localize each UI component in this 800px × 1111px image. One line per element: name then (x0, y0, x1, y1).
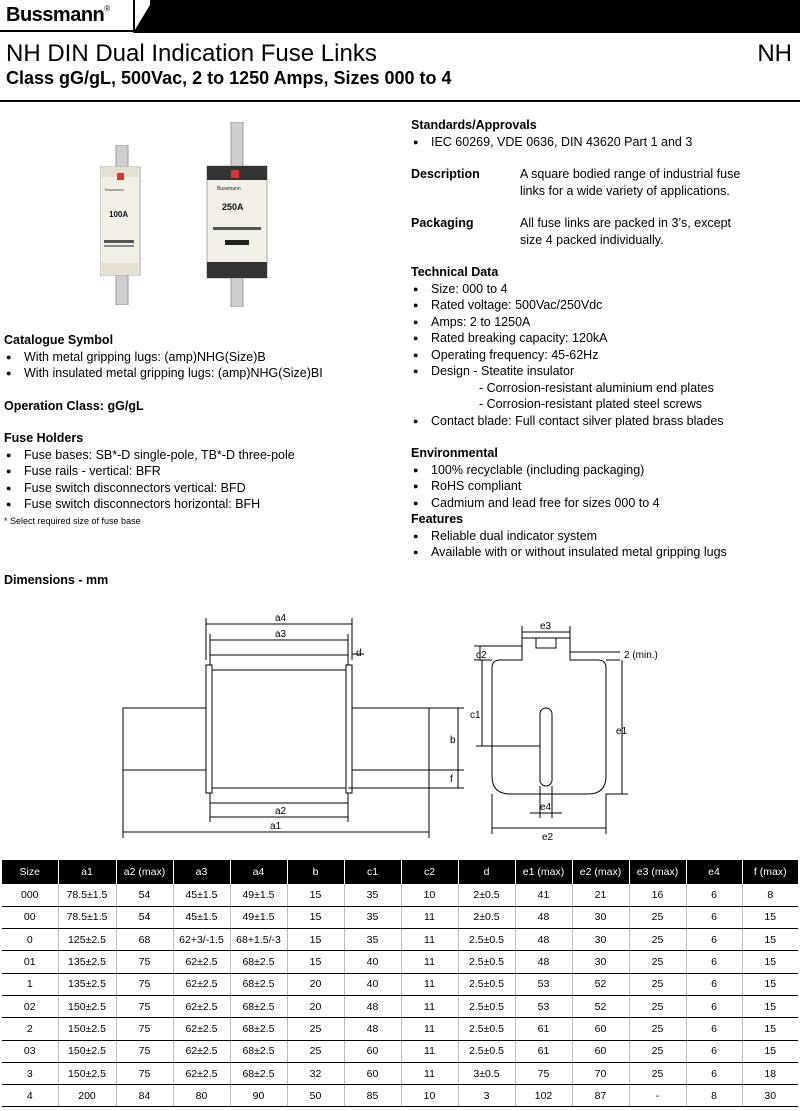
table-row (2, 1018, 798, 1040)
table-cell: 54 (116, 906, 173, 928)
end-view-drawing (470, 618, 690, 846)
product-code: NH (757, 40, 792, 67)
table-cell: 68±2.5 (230, 973, 287, 995)
table-cell: 60 (344, 1040, 401, 1062)
table-cell: 2.5±0.5 (458, 929, 515, 951)
table-cell: 150±2.5 (58, 1018, 116, 1040)
table-cell: 49±1.5 (230, 884, 287, 906)
list-item: ● Fuse switch disconnectors vertical: BFD (4, 480, 404, 497)
list-item: ● Fuse rails - vertical: BFR (4, 463, 404, 480)
table-cell: 3±0.5 (458, 1062, 515, 1084)
list-item: ● Available with or without insulated metal gripping lugs (411, 544, 796, 561)
table-cell: 75 (116, 973, 173, 995)
dim-label-e1: e1 (616, 726, 628, 737)
table-cell: 50 (287, 1085, 344, 1107)
table-cell: 150±2.5 (58, 1062, 116, 1084)
dim-label-c2: c2 (476, 650, 487, 661)
table-cell: 48 (515, 951, 572, 973)
table-cell: 60 (572, 1040, 629, 1062)
table-cell: 2.5±0.5 (458, 995, 515, 1017)
table-cell: 6 (686, 906, 742, 928)
table-cell: 61 (515, 1040, 572, 1062)
description-line: links for a wide variety of applications. (520, 183, 730, 198)
table-cell: 84 (116, 1085, 173, 1107)
table-cell: 30 (572, 951, 629, 973)
table-cell: 6 (686, 951, 742, 973)
table-cell: 62±2.5 (173, 1040, 230, 1062)
table-cell: 2±0.5 (458, 906, 515, 928)
list-item: ● Fuse switch disconnectors horizontal: BFH (4, 496, 404, 513)
list-item: ● With insulated metal gripping lugs: (amp)NHG(Size)BI (4, 365, 404, 382)
dim-label-c1: c1 (470, 710, 481, 721)
table-cell: 85 (344, 1085, 401, 1107)
description-line: A square bodied range of industrial fuse (520, 167, 741, 181)
col-header: c1 (344, 860, 401, 884)
fuse-photo-small-rating: 100A (109, 210, 129, 219)
table-cell: 70 (572, 1062, 629, 1084)
table-cell: 00 (2, 906, 58, 928)
list-item: ● Rated voltage: 500Vac/250Vdc (411, 297, 796, 314)
environmental-section (411, 445, 796, 561)
table-cell: 25 (629, 906, 686, 928)
dimensions-table (2, 860, 798, 1107)
table-cell: 62±2.5 (173, 951, 230, 973)
table-cell: 53 (515, 995, 572, 1017)
dim-label-f: f (450, 774, 453, 785)
table-cell: 15 (742, 906, 798, 928)
standards-section (411, 117, 796, 150)
list-item: ● RoHS compliant (411, 478, 796, 495)
table-cell: 25 (629, 929, 686, 951)
table-cell: 30 (572, 929, 629, 951)
table-cell: 2±0.5 (458, 884, 515, 906)
table-cell: 2 (2, 1018, 58, 1040)
table-cell: 62±2.5 (173, 1062, 230, 1084)
table-cell: 30 (572, 906, 629, 928)
dim-label-e4: e4 (540, 802, 552, 813)
table-cell: 135±2.5 (58, 973, 116, 995)
table-cell: 6 (686, 973, 742, 995)
list-item: ● Design - Steatite insulator (411, 363, 796, 380)
table-cell: 2.5±0.5 (458, 1040, 515, 1062)
table-cell: 25 (287, 1018, 344, 1040)
table-cell: - (629, 1085, 686, 1107)
holders-section (4, 430, 404, 529)
svg-text:Bussmann: Bussmann (105, 187, 124, 192)
table-row (2, 1085, 798, 1107)
table-cell: 8 (742, 884, 798, 906)
table-cell: 135±2.5 (58, 951, 116, 973)
header-bar-fill (150, 0, 800, 33)
table-header-row (2, 860, 798, 884)
table-cell: 68±2.5 (230, 995, 287, 1017)
holders-note: * Select required size of fuse base (4, 515, 141, 526)
col-header: e2 (max) (572, 860, 629, 884)
table-cell: 49±1.5 (230, 906, 287, 928)
dim-label-a1: a1 (270, 821, 282, 832)
table-cell: 75 (116, 1040, 173, 1062)
table-cell: 75 (116, 1062, 173, 1084)
fuse-photo-large-brand: Bussmann (217, 186, 241, 192)
table-cell: 0 (2, 929, 58, 951)
table-cell: 75 (116, 951, 173, 973)
table-cell: 15 (742, 1040, 798, 1062)
table-cell: 61 (515, 1018, 572, 1040)
table-cell: 40 (344, 951, 401, 973)
table-cell: 15 (742, 995, 798, 1017)
brand-logo-text: Bussmann® (6, 4, 110, 26)
dim-label-d: d (356, 648, 362, 659)
table-cell: 6 (686, 1040, 742, 1062)
packaging-line: size 4 packed individually. (520, 232, 664, 247)
table-cell: 21 (572, 884, 629, 906)
col-header: Size (2, 860, 58, 884)
table-cell: 75 (515, 1062, 572, 1084)
col-header: e1 (max) (515, 860, 572, 884)
table-cell: 15 (287, 951, 344, 973)
table-cell: 2.5±0.5 (458, 1018, 515, 1040)
table-cell: 25 (629, 1062, 686, 1084)
title-divider (0, 100, 800, 102)
table-cell: 8 (686, 1085, 742, 1107)
page-title: NH DIN Dual Indication Fuse Links (6, 40, 377, 67)
table-cell: 18 (742, 1062, 798, 1084)
brand-logo (0, 0, 135, 32)
table-cell: 200 (58, 1085, 116, 1107)
table-cell: 15 (287, 906, 344, 928)
table-cell: 62±2.5 (173, 995, 230, 1017)
table-cell: 30 (742, 1085, 798, 1107)
dim-label-e2: e2 (542, 832, 554, 843)
table-row (2, 973, 798, 995)
packaging-text (520, 215, 796, 248)
table-cell: 11 (401, 1040, 458, 1062)
table-cell: 15 (742, 1018, 798, 1040)
col-header: a2 (max) (116, 860, 173, 884)
catalogue-heading: Catalogue Symbol (4, 333, 114, 347)
table-cell: 75 (116, 1018, 173, 1040)
table-cell: 15 (742, 929, 798, 951)
col-header: a4 (230, 860, 287, 884)
table-cell: 25 (629, 973, 686, 995)
table-cell: 48 (344, 1018, 401, 1040)
table-cell: 62±2.5 (173, 973, 230, 995)
table-cell: 52 (572, 973, 629, 995)
table-cell: 150±2.5 (58, 1040, 116, 1062)
table-cell: 41 (515, 884, 572, 906)
table-cell: 20 (287, 973, 344, 995)
table-cell: 62+3/-1.5 (173, 929, 230, 951)
dim-label-min: 2 (min.) (624, 650, 658, 661)
table-cell: 45±1.5 (173, 884, 230, 906)
table-cell: 54 (116, 884, 173, 906)
table-cell: 6 (686, 884, 742, 906)
list-item: ● Rated breaking capacity: 120kA (411, 330, 796, 347)
table-row (2, 1040, 798, 1062)
col-header: a1 (58, 860, 116, 884)
table-cell: 25 (629, 995, 686, 1017)
table-cell: 78.5±1.5 (58, 884, 116, 906)
col-header: e3 (max) (629, 860, 686, 884)
col-header: e4 (686, 860, 742, 884)
table-cell: 25 (629, 951, 686, 973)
table-cell: 2.5±0.5 (458, 973, 515, 995)
table-cell: 15 (742, 951, 798, 973)
dim-label-e3: e3 (540, 621, 552, 632)
table-cell: 10 (401, 884, 458, 906)
fuse-photo-large-rating: 250A (222, 202, 244, 212)
table-cell: 20 (287, 995, 344, 1017)
table-cell: 48 (344, 995, 401, 1017)
design-sub-item: - Corrosion-resistant aluminium end plates (479, 380, 714, 395)
table-cell: 75 (116, 995, 173, 1017)
table-cell: 15 (287, 929, 344, 951)
table-cell: 68±2.5 (230, 1040, 287, 1062)
catalogue-section (4, 332, 404, 382)
table-cell: 48 (515, 906, 572, 928)
dim-label-b: b (450, 735, 456, 746)
table-cell: 16 (629, 884, 686, 906)
fuse-photo-small (100, 145, 180, 305)
dim-label-a4: a4 (275, 613, 287, 624)
dim-label-a3: a3 (275, 629, 287, 640)
fuse-photo-large (205, 122, 275, 307)
table-cell: 53 (515, 973, 572, 995)
table-cell: 68±2.5 (230, 1062, 287, 1084)
environmental-heading: Environmental (411, 446, 498, 460)
technical-section (411, 264, 796, 429)
table-cell: 15 (287, 884, 344, 906)
table-cell: 11 (401, 1018, 458, 1040)
table-cell: 6 (686, 1062, 742, 1084)
table-cell: 25 (629, 1018, 686, 1040)
table-cell: 11 (401, 906, 458, 928)
table-cell: 11 (401, 951, 458, 973)
table-cell: 6 (686, 1018, 742, 1040)
table-cell: 01 (2, 951, 58, 973)
col-header: a3 (173, 860, 230, 884)
table-cell: 32 (287, 1062, 344, 1084)
technical-heading: Technical Data (411, 265, 499, 279)
table-cell: 68±2.5 (230, 951, 287, 973)
table-cell: 125±2.5 (58, 929, 116, 951)
table-cell: 68+1.5/-3 (230, 929, 287, 951)
list-item: ● Size: 000 to 4 (411, 281, 796, 298)
packaging-line: All fuse links are packed in 3’s, except (520, 216, 731, 230)
table-cell: 11 (401, 995, 458, 1017)
table-cell: 3 (458, 1085, 515, 1107)
table-row (2, 1062, 798, 1084)
table-cell: 03 (2, 1040, 58, 1062)
table-cell: 60 (344, 1062, 401, 1084)
list-item: ● Cadmium and lead free for sizes 000 to 4 (411, 495, 796, 512)
table-cell: 35 (344, 884, 401, 906)
table-cell: 150±2.5 (58, 995, 116, 1017)
table-cell: 11 (401, 973, 458, 995)
table-row (2, 906, 798, 928)
col-header: b (287, 860, 344, 884)
description-label: Description (411, 167, 480, 181)
table-row (2, 929, 798, 951)
table-cell: 10 (401, 1085, 458, 1107)
table-cell: 62±2.5 (173, 1018, 230, 1040)
operation-class: Operation Class: gG/gL (4, 399, 144, 413)
table-cell: 87 (572, 1085, 629, 1107)
table-cell: 35 (344, 929, 401, 951)
list-item: ● With metal gripping lugs: (amp)NHG(Size)B (4, 349, 404, 366)
side-view-drawing (118, 610, 478, 845)
list-item: ● Reliable dual indicator system (411, 528, 796, 545)
table-cell: 90 (230, 1085, 287, 1107)
table-cell: 15 (742, 973, 798, 995)
design-sub-item: - Corrosion-resistant plated steel screws (479, 397, 702, 411)
list-item: ● Amps: 2 to 1250A (411, 314, 796, 331)
table-cell: 40 (344, 973, 401, 995)
dimensions-heading: Dimensions - mm (4, 573, 109, 587)
table-cell: 25 (629, 1040, 686, 1062)
list-item: ● 100% recyclable (including packaging) (411, 462, 796, 479)
table-cell: 2.5±0.5 (458, 951, 515, 973)
table-cell: 80 (173, 1085, 230, 1107)
table-cell: 11 (401, 1062, 458, 1084)
table-cell: 35 (344, 906, 401, 928)
list-item: ● IEC 60269, VDE 0636, DIN 43620 Part 1 and 3 (411, 134, 796, 151)
standards-heading: Standards/Approvals (411, 118, 537, 132)
table-cell: 6 (686, 995, 742, 1017)
table-cell: 52 (572, 995, 629, 1017)
holders-heading: Fuse Holders (4, 431, 84, 445)
table-cell: 78.5±1.5 (58, 906, 116, 928)
table-cell: 68 (116, 929, 173, 951)
table-cell: 02 (2, 995, 58, 1017)
header-bar (0, 0, 800, 33)
table-cell: 6 (686, 929, 742, 951)
col-header: c2 (401, 860, 458, 884)
table-row (2, 884, 798, 906)
table-cell: 000 (2, 884, 58, 906)
table-row (2, 951, 798, 973)
table-row (2, 995, 798, 1017)
table-cell: 25 (287, 1040, 344, 1062)
list-item: ● Contact blade: Full contact silver plated brass blades (411, 413, 796, 430)
table-cell: 68±2.5 (230, 1018, 287, 1040)
table-cell: 102 (515, 1085, 572, 1107)
dim-label-a2: a2 (275, 806, 287, 817)
table-cell: 4 (2, 1085, 58, 1107)
features-heading: Features (411, 512, 464, 526)
col-header: f (max) (742, 860, 798, 884)
col-header: d (458, 860, 515, 884)
table-cell: 60 (572, 1018, 629, 1040)
packaging-label: Packaging (411, 216, 474, 230)
list-item: ● Operating frequency: 45-62Hz (411, 347, 796, 364)
table-cell: 11 (401, 929, 458, 951)
description-text (520, 166, 796, 199)
page-subtitle: Class gG/gL, 500Vac, 2 to 1250 Amps, Sizes 000 to 4 (6, 68, 452, 88)
list-item: ● Fuse bases: SB*-D single-pole, TB*-D three-pole (4, 447, 404, 464)
table-cell: 48 (515, 929, 572, 951)
table-cell: 3 (2, 1062, 58, 1084)
table-cell: 1 (2, 973, 58, 995)
table-cell: 45±1.5 (173, 906, 230, 928)
